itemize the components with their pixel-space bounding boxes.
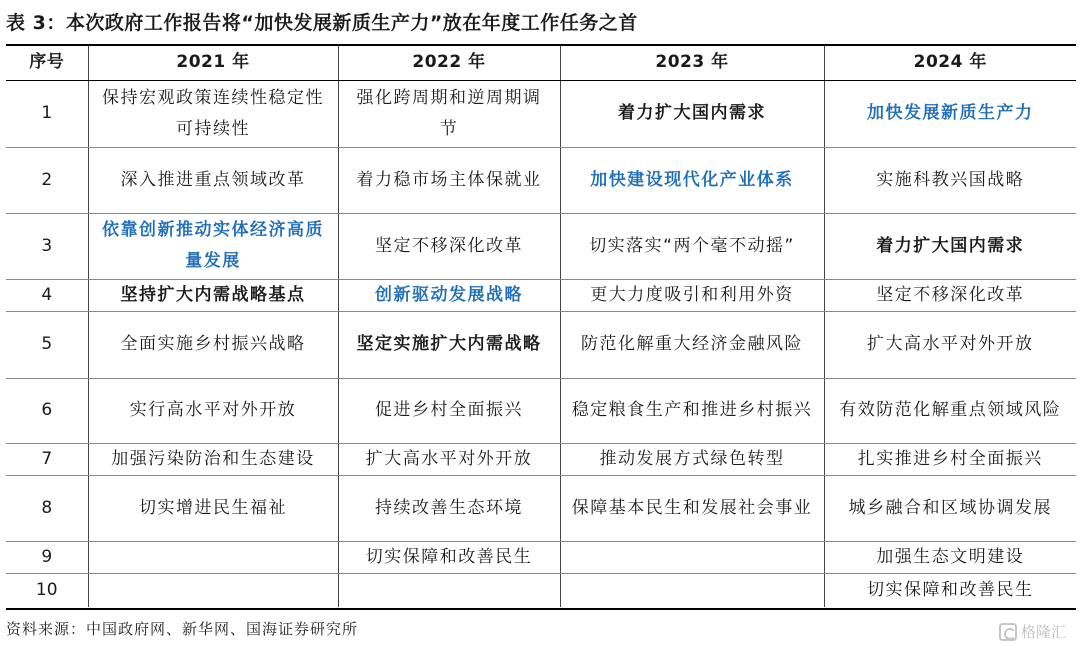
- cell-2024: 坚定不移深化改革: [824, 279, 1076, 311]
- cell-2021: 依靠创新推动实体经济高质量发展: [88, 213, 338, 279]
- cell-2021: 保持宏观政策连续性稳定性可持续性: [88, 80, 338, 147]
- table-row: [6, 573, 1076, 607]
- cell-2021: [88, 541, 338, 573]
- cell-2023: 防范化解重大经济金融风险: [560, 311, 824, 378]
- table-row: [6, 279, 1076, 311]
- table-row: [6, 541, 1076, 573]
- cell-2021: 坚持扩大内需战略基点: [88, 279, 338, 311]
- cell-2022: 扩大高水平对外开放: [338, 443, 560, 475]
- header-index: 序号: [6, 46, 88, 80]
- row-index: 5: [6, 311, 88, 378]
- cell-2023: 着力扩大国内需求: [560, 80, 824, 147]
- cell-2023: [560, 541, 824, 573]
- table-title: 表 3：本次政府工作报告将“加快发展新质生产力”放在年度工作任务之首: [6, 12, 638, 34]
- cell-2022: [338, 573, 560, 607]
- cell-2021: 实行高水平对外开放: [88, 378, 338, 443]
- cell-2022: 强化跨周期和逆周期调节: [338, 80, 560, 147]
- cell-2023: 切实落实“两个毫不动摇”: [560, 213, 824, 279]
- source-note: 资料来源：中国政府网、新华网、国海证券研究所: [6, 620, 359, 638]
- cell-2023: 保障基本民生和发展社会事业: [560, 475, 824, 541]
- watermark-logo: [999, 620, 1066, 644]
- cell-2024: 扩大高水平对外开放: [824, 311, 1076, 378]
- cell-2024: 扎实推进乡村全面振兴: [824, 443, 1076, 475]
- header-row: [6, 46, 1076, 80]
- header-2021: 2021 年: [88, 46, 338, 80]
- row-index: 6: [6, 378, 88, 443]
- cell-2021: 深入推进重点领域改革: [88, 147, 338, 213]
- table-row: [6, 311, 1076, 378]
- row-index: 9: [6, 541, 88, 573]
- row-index: 7: [6, 443, 88, 475]
- row-index: 10: [6, 573, 88, 607]
- cell-2021: 全面实施乡村振兴战略: [88, 311, 338, 378]
- cell-2023: 加快建设现代化产业体系: [560, 147, 824, 213]
- cell-2023: [560, 573, 824, 607]
- cell-2021: 切实增进民生福祉: [88, 475, 338, 541]
- watermark-text: 格隆汇: [1020, 623, 1066, 641]
- cell-2022: 创新驱动发展战略: [338, 279, 560, 311]
- cell-2024: 加快发展新质生产力: [824, 80, 1076, 147]
- cell-2022: 坚定实施扩大内需战略: [338, 311, 560, 378]
- cell-2022: 切实保障和改善民生: [338, 541, 560, 573]
- row-index: 2: [6, 147, 88, 213]
- row-index: 4: [6, 279, 88, 311]
- row-index: 3: [6, 213, 88, 279]
- cell-2023: 稳定粮食生产和推进乡村振兴: [560, 378, 824, 443]
- bottom-rule: [6, 608, 1076, 610]
- header-2024: 2024 年: [824, 46, 1076, 80]
- header-2023: 2023 年: [560, 46, 824, 80]
- cell-2024: 有效防范化解重点领域风险: [824, 378, 1076, 443]
- cell-2021: [88, 573, 338, 607]
- cell-2022: 坚定不移深化改革: [338, 213, 560, 279]
- cell-2024: 加强生态文明建设: [824, 541, 1076, 573]
- cell-2022: 着力稳市场主体保就业: [338, 147, 560, 213]
- cell-2024: 着力扩大国内需求: [824, 213, 1076, 279]
- cell-2024: 实施科教兴国战略: [824, 147, 1076, 213]
- header-2022: 2022 年: [338, 46, 560, 80]
- row-index: 8: [6, 475, 88, 541]
- cell-2024: 切实保障和改善民生: [867, 579, 1034, 600]
- cell-2022: 持续改善生态环境: [338, 475, 560, 541]
- cell-2024: 城乡融合和区域协调发展: [824, 475, 1076, 541]
- table-row: [6, 213, 1076, 279]
- table-row: [6, 475, 1076, 541]
- logo-icon: [999, 623, 1017, 641]
- cell-2023: 更大力度吸引和利用外资: [560, 279, 824, 311]
- table-row: [6, 147, 1076, 213]
- cell-2022: 促进乡村全面振兴: [338, 378, 560, 443]
- cell-2023: 推动发展方式绿色转型: [560, 443, 824, 475]
- work-tasks-table: [6, 46, 1076, 607]
- table-row: [6, 80, 1076, 147]
- row-index: 1: [6, 80, 88, 147]
- table-row: [6, 443, 1076, 475]
- table-row: [6, 378, 1076, 443]
- cell-2021: 加强污染防治和生态建设: [88, 443, 338, 475]
